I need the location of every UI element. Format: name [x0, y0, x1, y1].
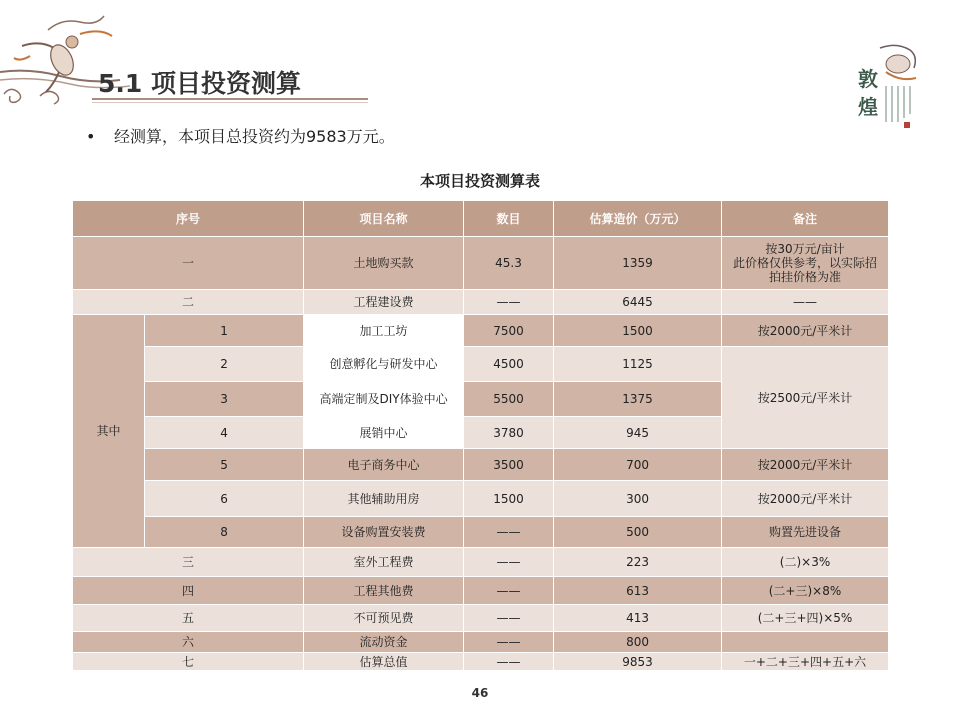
investment-table: [72, 200, 889, 671]
table-header-row: [73, 201, 889, 237]
table-row: 4 展销中心 3780 945: [73, 417, 889, 449]
table-row: 四 工程其他费 —— 613 (二+三)×8%: [73, 577, 889, 605]
table-row: 五 不可预见费 —— 413 (二+三+四)×5%: [73, 605, 889, 632]
land-remark: 按30万元/亩计 此价格仅供参考，以实际招 拍挂价格为准: [722, 237, 889, 290]
table-row: 8 设备购置安装费 —— 500 购置先进设备: [73, 517, 889, 548]
title-underline: [92, 98, 368, 100]
table-title: 本项目投资测算表: [419, 172, 540, 190]
table-row: 二 工程建设费 —— 6445 ——: [73, 290, 889, 315]
table-row: 3 高端定制及DIY体验中心 5500 1375: [73, 382, 889, 417]
logo-char-2: 煌: [858, 95, 878, 119]
summary-bullet: [86, 124, 395, 147]
group-label: 其中: [73, 315, 145, 548]
table-row: 2 创意孵化与研发中心 4500 1125 按2500元/平米计: [73, 347, 889, 382]
table-row: 六 流动资金 —— 800: [73, 632, 889, 653]
header-qty: 数目: [464, 201, 554, 237]
table-row: 三 室外工程费 —— 223 (二)×3%: [73, 548, 889, 577]
table-row: 一 土地购买款 45.3 1359 按30万元/亩计 此价格仅供参考，以实际招 拍挂价格为准: [73, 237, 889, 290]
header-remark: 备注: [722, 201, 889, 237]
header-name: 项目名称: [304, 201, 464, 237]
page-title: 5.1 项目投资测算: [98, 69, 301, 98]
dunhuang-emblem-icon: [852, 42, 924, 132]
dunhuang-logo: [852, 42, 924, 132]
table-row: 七 估算总值 —— 9853 一+二+三+四+五+六: [73, 653, 889, 671]
page-number: 46: [471, 686, 489, 700]
table-row: 其中 1 加工工坊 7500 1500 按2000元/平米计: [73, 315, 889, 347]
table-row: 6 其他辅助用房 1500 300 按2000元/平米计: [73, 481, 889, 517]
header-cost: 估算造价（万元）: [554, 201, 722, 237]
title-underline-thin: [92, 102, 368, 103]
logo-char-1: 敦: [858, 67, 878, 91]
header-no: 序号: [73, 201, 304, 237]
summary-text: 经测算，本项目总投资约为9583万元。: [114, 127, 395, 146]
bullet-dot-icon: •: [86, 127, 96, 146]
table-row: 5 电子商务中心 3500 700 按2000元/平米计: [73, 449, 889, 481]
